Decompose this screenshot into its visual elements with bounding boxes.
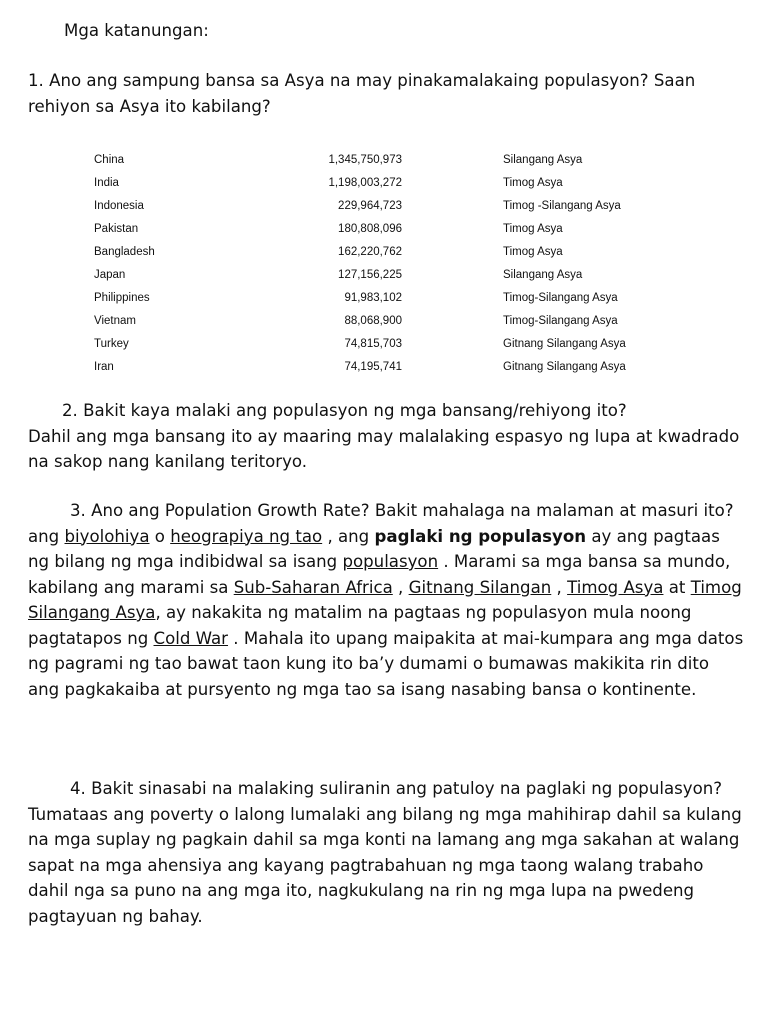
table-row bbox=[94, 263, 703, 286]
country-cell: Philippines bbox=[94, 291, 150, 304]
link-biyolohiya[interactable]: biyolohiya bbox=[64, 526, 150, 546]
region-cell: Timog-Silangang Asya bbox=[503, 291, 618, 304]
answer-2: Dahil ang mga bansang ito ay maaring may malalaking espasyo ng lupa at kwadrado na sakop nang kanilang teritoryo. bbox=[28, 426, 740, 471]
population-cell: 180,808,096 bbox=[338, 222, 402, 235]
population-cell: 74,195,741 bbox=[344, 360, 402, 373]
document-heading: Mga katanungan: bbox=[64, 21, 209, 40]
table-row bbox=[94, 171, 703, 194]
question-4-block bbox=[28, 776, 744, 929]
region-cell: Timog Asya bbox=[503, 245, 563, 258]
region-cell: Silangang Asya bbox=[503, 268, 583, 281]
country-cell: Turkey bbox=[94, 337, 129, 350]
population-cell: 74,815,703 bbox=[344, 337, 402, 350]
region-cell: Timog-Silangang Asya bbox=[503, 314, 618, 327]
table-row bbox=[94, 240, 703, 263]
spacer-cell bbox=[402, 355, 503, 378]
population-cell: 1,345,750,973 bbox=[328, 153, 402, 166]
spacer-cell bbox=[402, 148, 503, 171]
country-cell: Bangladesh bbox=[94, 245, 155, 258]
spacer-cell bbox=[402, 240, 503, 263]
spacer-cell bbox=[402, 309, 503, 332]
spacer-cell bbox=[402, 194, 503, 217]
population-cell: 1,198,003,272 bbox=[328, 176, 402, 189]
region-cell: Gitnang Silangang Asya bbox=[503, 360, 626, 373]
answer-3-text: , ang bbox=[322, 526, 375, 546]
table-row bbox=[94, 148, 703, 171]
population-cell: 88,068,900 bbox=[344, 314, 402, 327]
country-cell: Japan bbox=[94, 268, 126, 281]
table-row bbox=[94, 286, 703, 309]
answer-3-text: ang bbox=[28, 526, 65, 546]
spacer-cell bbox=[402, 263, 503, 286]
country-cell: Pakistan bbox=[94, 222, 139, 235]
region-cell: Timog Asya bbox=[503, 176, 563, 189]
answer-3-text: . Marami sa mga bansa sa mundo, kabilang ang marami sa bbox=[28, 552, 731, 597]
question-2: 2. Bakit kaya malaki ang populasyon ng mga bansang/rehiyong ito? bbox=[62, 401, 627, 420]
table-row bbox=[94, 332, 703, 355]
answer-3-text: ay ang pagtaas ng bilang ng mga indibidwal sa isang bbox=[28, 526, 720, 571]
answer-3-text: , bbox=[392, 577, 409, 597]
table-row bbox=[94, 355, 703, 378]
question-4: 4. Bakit sinasabi na malaking suliranin ang patuloy na paglaki ng populasyon? bbox=[70, 779, 723, 798]
population-table bbox=[94, 148, 703, 378]
population-cell: 229,964,723 bbox=[338, 199, 402, 212]
question-3: 3. Ano ang Population Growth Rate? Bakit mahalaga na malaman at masuri ito? bbox=[70, 501, 734, 520]
answer-3-text: , bbox=[551, 577, 568, 597]
population-table-body bbox=[94, 148, 703, 378]
bold-term-paglaki-ng-populasyon: paglaki ng populasyon bbox=[374, 526, 587, 546]
country-cell: Indonesia bbox=[94, 199, 144, 212]
question-1: 1. Ano ang sampung bansa sa Asya na may pinakamalakaing populasyon? Saan rehiyon sa Asya ito kabilang? bbox=[28, 71, 696, 116]
spacer-cell bbox=[402, 171, 503, 194]
answer-3-text: at bbox=[663, 577, 691, 597]
population-cell: 91,983,102 bbox=[344, 291, 402, 304]
region-cell: Timog Asya bbox=[503, 222, 563, 235]
table-row bbox=[94, 217, 703, 240]
country-cell: Iran bbox=[94, 360, 114, 373]
spacer-cell bbox=[402, 286, 503, 309]
region-cell: Silangang Asya bbox=[503, 153, 583, 166]
link-populasyon[interactable]: populasyon bbox=[342, 552, 439, 571]
answer-3-text: . Mahala ito upang maipakita at mai-kumpara ang mga datos ng pagrami ng tao bawat taon kung ito ba’y dumami o bumawas makikita rin dito ang pagkakaiba at pursyento ng mga tao sa isang nasabing bansa o kontinente. bbox=[28, 628, 744, 699]
answer-4: Tumataas ang poverty o lalong lumalaki ang bilang ng mga mahihirap dahil sa kulang na mga suplay ng pagkain dahil sa mga konti na lamang ang mga sakahan at walang sapat na mga ahensiya ang kayang pagtrabahuan ng mga taong walang trabaho dahil nga sa puno na ang mga ito, nagkukulang na rin ng mga lupa na pwedeng pagtayuan ng bahay. bbox=[28, 804, 742, 926]
region-cell: Gitnang Silangang Asya bbox=[503, 337, 626, 350]
answer-3 bbox=[28, 524, 744, 703]
link-cold-war[interactable]: Cold War bbox=[153, 628, 229, 648]
link-sub-saharan-africa[interactable]: Sub-Saharan Africa bbox=[233, 577, 393, 597]
link-timog-asya[interactable]: Timog Asya bbox=[567, 577, 664, 597]
spacer-cell bbox=[402, 332, 503, 355]
population-cell: 127,156,225 bbox=[338, 268, 402, 281]
answer-3-text: o bbox=[149, 526, 171, 546]
link-gitnang-silangan[interactable]: Gitnang Silangan bbox=[408, 577, 552, 597]
question-2-block bbox=[28, 398, 744, 475]
country-cell: Vietnam bbox=[94, 314, 136, 327]
population-cell: 162,220,762 bbox=[338, 245, 402, 258]
country-cell: India bbox=[94, 176, 119, 189]
spacer-cell bbox=[402, 217, 503, 240]
table-row bbox=[94, 309, 703, 332]
link-heograpiya-ng-tao[interactable]: heograpiya ng tao bbox=[170, 526, 323, 546]
question-3-block bbox=[28, 498, 744, 702]
link-timog-silangang-asya[interactable]: Timog Silangang Asya bbox=[28, 577, 742, 622]
region-cell: Timog -Silangang Asya bbox=[503, 199, 621, 212]
country-cell: China bbox=[94, 153, 125, 166]
answer-3-text: , ay nakakita ng matalim na pagtaas ng populasyon mula noong pagtatapos ng bbox=[28, 603, 692, 648]
table-row bbox=[94, 194, 703, 217]
